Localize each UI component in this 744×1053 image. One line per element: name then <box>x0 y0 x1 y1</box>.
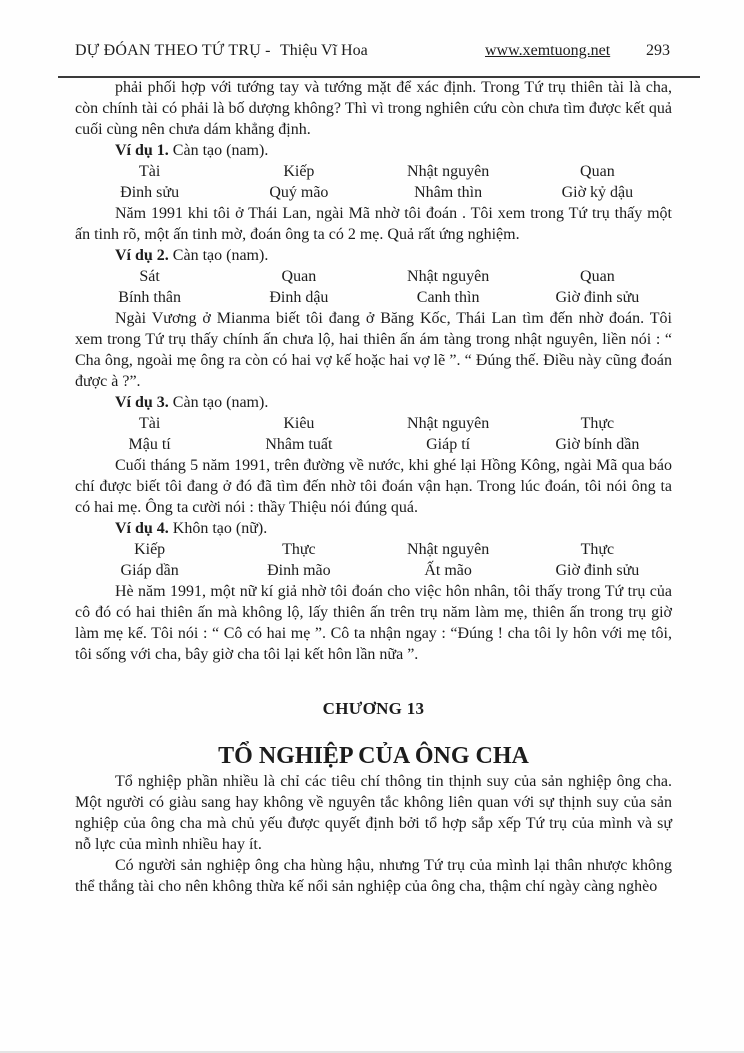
star-cell: Thực <box>282 541 316 558</box>
star-cell: Nhật nguyên <box>407 163 490 180</box>
example-4-star-row <box>75 539 672 560</box>
pillar-cell: Ất mão <box>424 562 472 579</box>
star-cell: Quan <box>281 268 317 285</box>
example-4-label: Ví dụ 4. <box>115 520 169 537</box>
example-2-pillar-row <box>75 287 672 308</box>
example-4-subject: Khôn tạo (nữ). <box>172 520 268 537</box>
example-3-label: Ví dụ 3. <box>115 394 169 411</box>
page-body <box>75 77 672 897</box>
star-cell: Thực <box>580 541 615 558</box>
pillar-cell: Đinh mão <box>267 562 331 579</box>
paragraph-example-1-story: Năm 1991 khi tôi ở Thái Lan, ngài Mã nhờ tôi đoán . Tôi xem trong Tứ trụ thấy một ấn tinh rõ, một ấn tinh mờ, đoán ông ta có 2 mẹ. Quả rất ứng nghiệm. <box>75 205 672 243</box>
pillar-cell: Giờ đinh sửu <box>555 562 640 579</box>
star-cell: Quan <box>580 163 615 180</box>
book-title: DỰ ĐÓAN THEO TỨ TRỤ - <box>75 42 271 59</box>
star-cell: Nhật nguyên <box>407 415 490 432</box>
example-1-subject: Càn tạo (nam). <box>172 142 269 159</box>
paragraph-chapter-body: Có người sản nghiệp ông cha hùng hậu, nhưng Tứ trụ của mình lại thân nhược không thể thắng tài cho nên không thừa kế nổi sản nghiệp của ông cha, thậm chí ngày càng nghèo <box>75 857 672 895</box>
star-cell: Tài <box>138 163 161 180</box>
page-number: 293 <box>646 42 670 59</box>
star-cell: Quan <box>580 268 615 285</box>
pillar-cell: Giáp dần <box>120 562 179 579</box>
example-1-pillar-row <box>75 182 672 203</box>
star-cell: Kiếp <box>283 163 315 180</box>
example-2-subject: Càn tạo (nam). <box>172 247 269 264</box>
example-4-pillar-row <box>75 560 672 581</box>
example-1-star-row <box>75 161 672 182</box>
paragraph-example-2-story: Ngài Vương ở Mianma biết tôi đang ở Băng Kốc, Thái Lan tìm đến nhờ đoán. Tôi xem trong Tứ trụ thấy chính ấn chưa lộ, hai thiên ấn ám tàng trong nhật nguyên, liền nói : “ Cha ông, ngoài mẹ ông ra còn có hai vợ kế hoặc hai vợ lẽ ”. “ Đúng thế. Điều này cũng đoán được à ?”. <box>75 310 672 390</box>
example-3-star-row <box>75 413 672 434</box>
example-1-heading <box>75 140 672 161</box>
chapter-title: TỔ NGHIỆP CỦA ÔNG CHA <box>218 743 529 769</box>
star-cell: Tài <box>138 415 161 432</box>
pillar-cell: Giờ đinh sửu <box>555 289 640 306</box>
pillar-cell: Canh thìn <box>416 289 480 306</box>
pillar-cell: Giáp tí <box>426 436 471 453</box>
pillar-cell: Đinh sửu <box>120 184 180 201</box>
pillar-cell: Nhâm thìn <box>414 184 483 201</box>
example-3-subject: Càn tạo (nam). <box>172 394 269 411</box>
website-link[interactable]: www.xemtuong.net <box>485 42 611 59</box>
star-cell: Nhật nguyên <box>407 541 490 558</box>
star-cell: Thực <box>580 415 615 432</box>
paragraph-example-3-story: Cuối tháng 5 năm 1991, trên đường về nước, khi ghé lại Hồng Kông, ngài Mã qua báo chí được biết tôi đang ở đó đã tìm đến nhờ tôi đoán vận hạn. Trong lúc đoán, tôi nói ông ta có hai mẹ. Ông ta cười nói : thầy Thiệu nói đúng quá. <box>75 457 672 516</box>
pillar-cell: Quý mão <box>269 184 329 201</box>
star-cell: Sát <box>139 268 160 285</box>
example-2-label: Ví dụ 2. <box>115 247 169 264</box>
example-3-heading <box>75 392 672 413</box>
example-2-heading <box>75 245 672 266</box>
example-2-star-row <box>75 266 672 287</box>
page-header <box>58 40 700 78</box>
chapter-number: CHƯƠNG 13 <box>322 699 425 718</box>
paragraph-intro: phải phối hợp với tướng tay và tướng mặt để xác định. Trong Tứ trụ thiên tài là cha, còn chính tài có phải là bố dượng không? Thì vì trong nghiên cứu còn chưa tìm được kết quả cuối cùng nên chưa dám khẳng định. <box>75 79 672 138</box>
pillar-cell: Bính thân <box>118 289 181 306</box>
star-cell: Kiêu <box>283 415 315 432</box>
author-name: Thiệu Vĩ Hoa <box>280 42 368 59</box>
paragraph-chapter-intro: Tổ nghiệp phần nhiều là chỉ các tiêu chí thông tin thịnh suy của sản nghiệp ông cha. Một người có giàu sang hay không về nguyên tắc không liên quan với sự thịnh suy của sản nghiệp của ông cha mà chủ yếu được quyết định bởi tổ hợp sắp xếp Tứ trụ của mình và sự nỗ lực của mình nhiều hay ít. <box>75 773 672 853</box>
pillar-cell: Nhâm tuất <box>265 436 333 453</box>
star-cell: Nhật nguyên <box>407 268 490 285</box>
pillar-cell: Mậu tí <box>128 436 171 453</box>
pillar-cell: Đinh dậu <box>269 289 329 306</box>
star-cell: Kiếp <box>134 541 166 558</box>
example-4-heading <box>75 518 672 539</box>
example-1-label: Ví dụ 1. <box>115 142 169 159</box>
pillar-cell: Giờ kỷ dậu <box>561 184 634 201</box>
paragraph-example-4-story: Hè năm 1991, một nữ kí giả nhờ tôi đoán cho việc hôn nhân, tôi thấy trong Tứ trụ của cô đó có hai thiên ấn mà không lộ, lấy thiên ấn trên trụ năm làm mẹ, thiên ấn trong trụ giờ làm mẹ kế. Tôi nói : “ Cô có hai mẹ ”. Cô ta nhận ngay : “Đúng ! cha tôi ly hôn với mẹ tôi, tôi sống với cha, bây giờ cha tôi lại kết hôn lần nữa ”. <box>75 583 672 663</box>
example-3-pillar-row <box>75 434 672 455</box>
pillar-cell: Giờ bính dần <box>555 436 640 453</box>
